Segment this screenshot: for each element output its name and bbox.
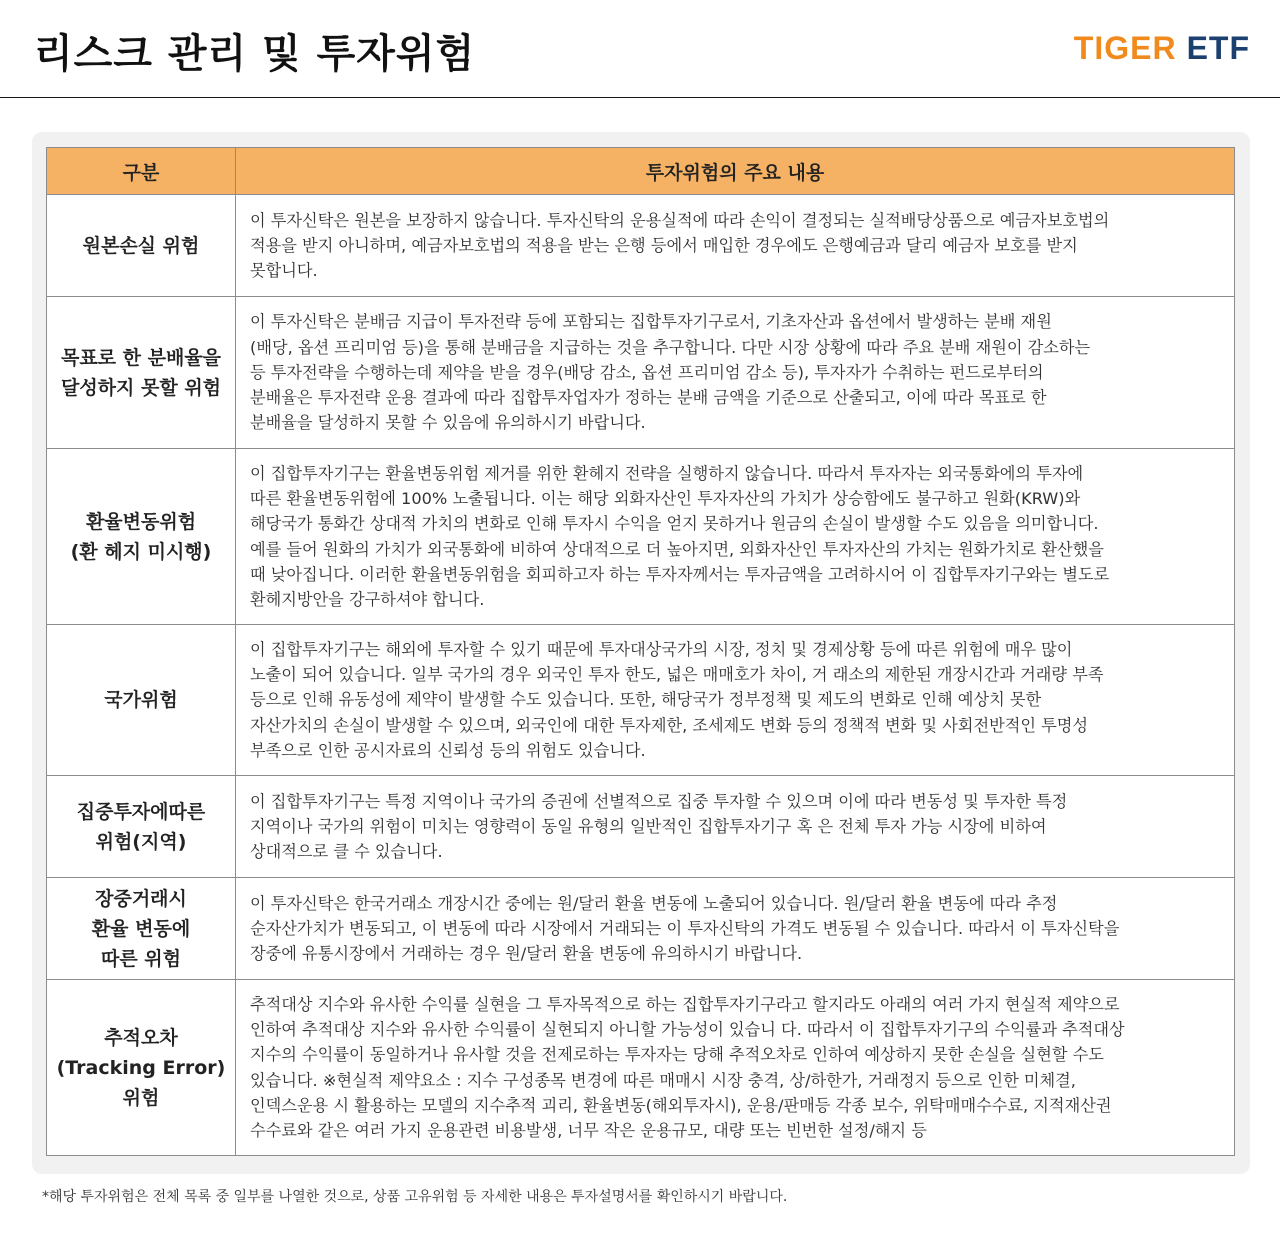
row-content: 이 집합투자기구는 해외에 투자할 수 있기 때문에 투자대상국가의 시장, 정치 및 경제상황 등에 따른 위험에 매우 많이 노출이 되어 있습니다. 일부 국가의 경우 외국인 투자 한도, 넓은 매매호가 차이, 거 래소의 제한된 개장시간과 거래량 부족 등으로 인해 유동성에 제약이 발생할 수도 있습니다. 또한, 해당국가 정부정책 및 제도의 변화로 인해 예상치 못한 자산가치의 손실이 발생할 수 있으며, 외국인에 대한 투자제한, 조세제도 변화 등의 정책적 변화 및 사회전반적인 투명성 부족으로 인한 공시자료의 신뢰성 등의 위험도 있습니다. <box>236 625 1235 776</box>
row-content: 이 투자신탁은 분배금 지급이 투자전략 등에 포함되는 집합투자기구로서, 기초자산과 옵션에서 발생하는 분배 재원 (배당, 옵션 프리미엄 등)을 통해 분배금을 지급하는 것을 추구합니다. 다만 시장 상황에 따라 주요 분배 재원이 감소하는 등 투자전략을 수행하는데 제약을 받을 경우(배당 감소, 옵션 프리미엄 감소 등), 투자자가 수취하는 펀드로부터의 분배율은 투자전략 운용 결과에 따라 집합투자업자가 정하는 분배 금액을 기준으로 산출되고, 이에 따라 목표로 한 분배율을 달성하지 못할 수 있음에 유의하시기 바랍니다. <box>236 297 1235 449</box>
row-category: 집중투자에따른 위험(지역) <box>47 776 236 878</box>
row-content: 이 집합투자기구는 환율변동위험 제거를 위한 환헤지 전략을 실행하지 않습니다. 따라서 투자자는 외국통화에의 투자에 따른 환율변동위험에 100% 노출됩니다. 이는 해당 외화자산인 투자자산의 가치가 상승함에도 불구하고 원화(KRW)와 해당국가 통화간 상대적 가치의 변화로 인해 투자시 수익을 얻지 못하거나 원금의 손실이 발생할 수도 있음을 의미합니다. 예를 들어 원화의 가치가 외국통화에 비하여 상대적으로 더 높아지면, 외화자산인 투자자산의 가치는 원화가치로 환산했을 때 낮아집니다. 이러한 환율변동위험을 회피하고자 하는 투자자께서는 투자금액을 고려하시어 이 집합투자기구와는 별도로 환헤지방안을 강구하셔야 합니다. <box>236 449 1235 625</box>
header-content: 투자위험의 주요 내용 <box>236 148 1235 195</box>
table-row <box>47 297 1235 449</box>
row-content: 이 투자신탁은 한국거래소 개장시간 중에는 원/달러 환율 변동에 노출되어 있습니다. 원/달러 환율 변동에 따라 추정 순자산가치가 변동되고, 이 변동에 따라 시장에서 거래되는 이 투자신탁의 가격도 변동될 수 있습니다. 따라서 이 투자신탁을 장중에 유통시장에서 거래하는 경우 원/달러 환율 변동에 유의하시기 바랍니다. <box>236 878 1235 980</box>
row-category: 환율변동위험 (환 헤지 미시행) <box>47 449 236 625</box>
row-category: 장중거래시 환율 변동에 따른 위험 <box>47 878 236 980</box>
header-category: 구분 <box>47 148 236 195</box>
footnote: *해당 투자위험은 전체 목록 중 일부를 나열한 것으로, 상품 고유위험 등 자세한 내용은 투자설명서를 확인하시기 바랍니다. <box>42 1189 788 1205</box>
table-row <box>47 625 1235 776</box>
table-header-row <box>47 148 1235 195</box>
page-title: 리스크 관리 및 투자위험 <box>34 31 476 77</box>
row-content: 추적대상 지수와 유사한 수익률 실현을 그 투자목적으로 하는 집합투자기구라고 할지라도 아래의 여러 가지 현실적 제약으로 인하여 추적대상 지수와 유사한 수익률이 실현되지 아니할 가능성이 있습니 다. 따라서 이 집합투자기구의 수익률과 추적대상 지수의 수익률이 동일하거나 유사할 것을 전제로하는 투자자는 당해 추적오차로 인하여 예상하지 못한 손실을 실현할 수도 있습니다. ※현실적 제약요소 : 지수 구성종목 변경에 따른 매매시 시장 충격, 상/하한가, 거래정지 등으로 인한 미체결, 인덱스운용 시 활용하는 모델의 지수추적 괴리, 환율변동(해외투자시), 운용/판매등 각종 보수, 위탁매매수수료, 지적재산권 수수료와 같은 여러 가지 운용관련 비용발생, 너무 작은 운용규모, 대량 또는 빈번한 설정/해지 등 <box>236 980 1235 1156</box>
brand-primary: TIGER <box>1073 30 1177 66</box>
risk-table <box>46 147 1235 1156</box>
brand-logo <box>1074 30 1250 67</box>
row-category: 원본손실 위험 <box>47 195 236 297</box>
table-row <box>47 980 1235 1156</box>
row-category: 국가위험 <box>47 625 236 776</box>
table-row <box>47 449 1235 625</box>
table-row <box>47 195 1235 297</box>
table-row <box>47 776 1235 878</box>
row-content: 이 집합투자기구는 특정 지역이나 국가의 증권에 선별적으로 집중 투자할 수 있으며 이에 따라 변동성 및 투자한 특정 지역이나 국가의 위험이 미치는 영향력이 동일 유형의 일반적인 집합투자기구 혹 은 전체 투자 가능 시장에 비하여 상대적으로 클 수 있습니다. <box>236 776 1235 878</box>
brand-secondary: ETF <box>1186 30 1250 66</box>
table-row <box>47 878 1235 980</box>
row-category: 목표로 한 분배율을 달성하지 못할 위험 <box>47 297 236 449</box>
page-header <box>0 0 1280 98</box>
row-content: 이 투자신탁은 원본을 보장하지 않습니다. 투자신탁의 운용실적에 따라 손익이 결정되는 실적배당상품으로 예금자보호법의 적용을 받지 아니하며, 예금자보호법의 적용을 받는 은행 등에서 매입한 경우에도 은행예금과 달리 예금자 보호를 받지 못합니다. <box>236 195 1235 297</box>
row-category: 추적오차 (Tracking Error) 위험 <box>47 980 236 1156</box>
